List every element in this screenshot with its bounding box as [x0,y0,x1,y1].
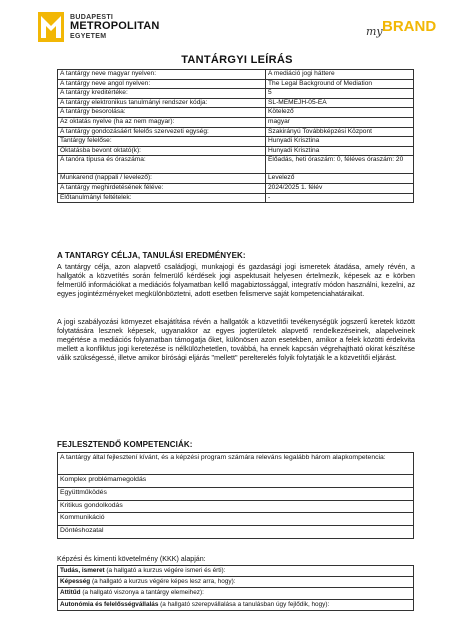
info-value: Levelező [266,174,414,184]
kkk-row [58,566,414,577]
info-label: Tantárgy felelőse: [58,137,266,147]
info-value: magyar [266,117,414,127]
competency-row [58,500,414,513]
info-row [58,108,414,118]
kkk-category: Autonómia és felelősségvállalás [60,600,159,608]
goal-paragraph-2: A jogi szabályozási környezet elsajátítása révén a hallgatók a közvetítői tevékenységük jogszerű keretek között folytatására lesznek képesek, ugyanakkor az egyes jogterületek alapvető rendelkezéseinek, alapelveinek megértése a mediációs folyamatban támogatja őket, különösen azon esetekben, amikor a felek közötti érdekvita mellett a konfliktus jogi keretezése is nélkülözhetetlen, továbbá, ha ennek kapcsán végrehajtható okirat készítése válik szükségessé, illetve amikor bírósági eljárás "mellett" perelterelés folyik folytatják le a közvetítői eljárást. [57,318,415,362]
logo-line-1: BUDAPESTI [70,13,114,21]
competency-item: Kritikus gondolkodás [58,500,414,513]
competencies-heading: FEJLESZTENDŐ KOMPETENCIÁK: [57,440,193,449]
kkk-category: Attitűd [60,589,81,597]
info-label: A tantárgy besorolása: [58,108,266,118]
mybrand-logo [366,14,440,44]
logo-line-3: EGYETEM [70,32,107,40]
kkk-row [58,577,414,588]
goal-paragraph-1: A tantárgy célja, azon alapvető családjogi, munkajogi és gazdasági jogi ismeretek átadása, amely révén, a hallgatók a közvetítés során felmerülő kérdések jogi aspektusait helyesen értelmezik, képesek az e körben felmerülő információkat a mediációs folyamatban kellő magabiztossággal, integratív módon használni, kezelni, az egyes jogintézményeket megkülönböztetni, adott esetben felismerve saját kompetenciahatáraikat. [57,263,415,298]
kkk-description: (a hallgató viszonya a tantárgy elemeihez): [80,589,204,597]
info-value: Kötelező [266,108,414,118]
info-label: Előtanulmányi feltételek: [58,193,266,203]
info-row [58,183,414,193]
info-row [58,193,414,203]
info-value: Hunyadi Krisztina [266,146,414,156]
university-logo [38,12,160,42]
kkk-label: Képzési és kimenti követelmény (KKK) alapján: [57,555,206,563]
competency-item: Döntéshozatal [58,526,414,539]
info-row [58,127,414,137]
info-value: SL-MEMEJH-05-EA [266,98,414,108]
info-row [58,174,414,184]
info-label: Munkarend (nappali / levelező): [58,174,266,184]
kkk-cell [58,588,414,599]
info-label: A tantárgy meghirdetésének féléve: [58,183,266,193]
kkk-category: Tudás, ismeret [60,567,105,574]
competencies-table [57,452,414,539]
kkk-description: (a hallgató a kurzus végére képes lesz arra, hogy): [90,578,236,586]
info-row [58,137,414,147]
info-value: Hunyadi Krisztina [266,137,414,147]
info-row [58,117,414,127]
metropolitan-logo-icon [38,12,64,42]
page-title: TANTÁRGYI LEÍRÁS [181,54,293,66]
competency-row [58,475,414,488]
info-label: Oktatásba bevont oktató(k): [58,146,266,156]
info-label: A tantárgy neve magyar nyelven: [58,70,266,80]
info-label: A tantárgy neve angol nyelven: [58,79,266,89]
info-value: - [266,193,414,203]
info-row [58,98,414,108]
kkk-description: (a hallgató a kurzus végére ismeri és érti): [104,567,226,574]
goal-heading: A TANTARGY CÉLJA, TANULÁSI EREDMÉNYEK: [57,251,246,260]
kkk-description: (a hallgató szerepvállalása a tanulásban úgy fejlődik, hogy): [158,600,330,608]
competency-row [58,487,414,500]
info-label: Az oktatás nyelve (ha az nem magyar): [58,117,266,127]
kkk-cell [58,566,414,577]
info-value: Előadás, heti óraszám: 0, féléves óraszám: 20 [266,156,414,174]
kkk-row [58,588,414,599]
kkk-row [58,599,414,610]
kkk-cell [58,599,414,610]
info-label: A tantárgy gondozásáért felelős szervezeti egység: [58,127,266,137]
info-row [58,70,414,80]
kkk-category: Képesség [60,578,91,586]
mybrand-word: BRAND [382,18,437,35]
competencies-intro: A tantárgy által fejlesztení kívánt, és a képzési program számára releváns legalább három alapkompetencia: [58,453,414,475]
competency-item: Komplex problémamegoldás [58,475,414,488]
logo-line-2: METROPOLITAN [70,20,160,33]
kkk-table [57,565,414,611]
competency-row [58,526,414,539]
competency-row [58,513,414,526]
competency-item: Együttműködés [58,487,414,500]
info-value: 2024/2025 1. félév [266,183,414,193]
info-label: A tantárgy elektronikus tanulmányi rendszer kódja: [58,98,266,108]
course-info-table [57,69,414,203]
info-row [58,146,414,156]
info-label: A tanóra típusa és óraszáma: [58,156,266,174]
info-value: 5 [266,89,414,99]
info-value: A mediáció jogi háttere [266,70,414,80]
info-row [58,156,414,174]
info-value: Szakirányú Továbbképzési Központ [266,127,414,137]
info-row [58,89,414,99]
info-row [58,79,414,89]
mybrand-prefix: my [366,25,383,38]
info-label: A tantárgy kreditértéke: [58,89,266,99]
info-value: The Legal Background of Mediation [266,79,414,89]
competency-item: Kommunikáció [58,513,414,526]
kkk-cell [58,577,414,588]
